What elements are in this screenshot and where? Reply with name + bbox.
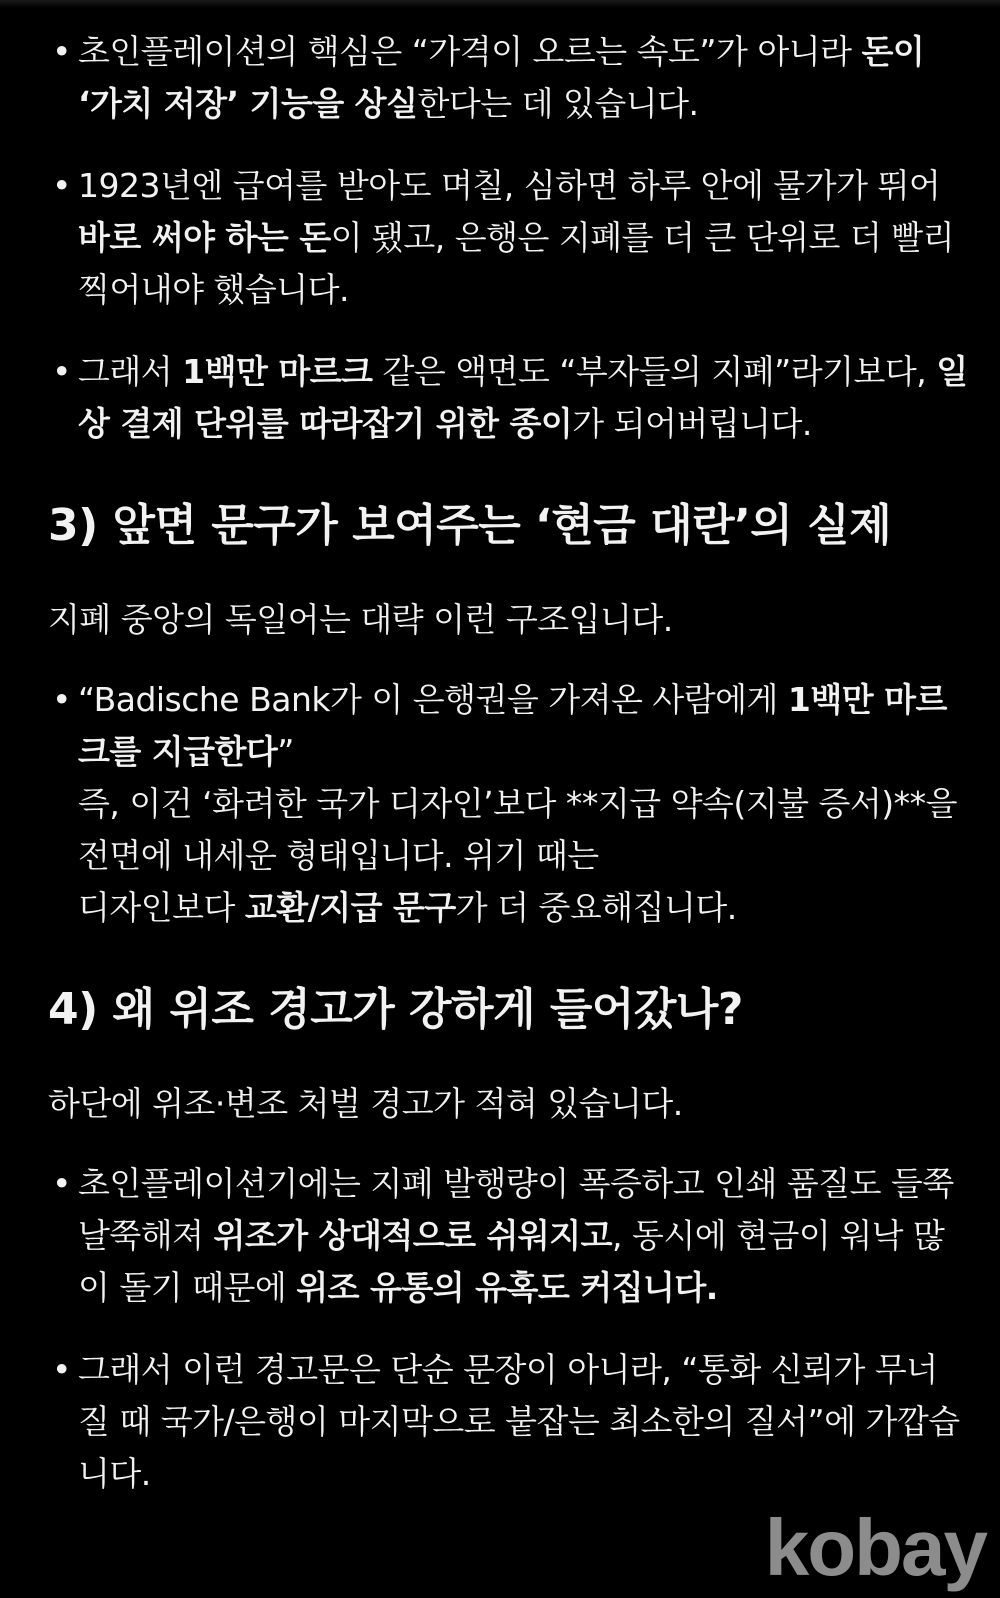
bullet-list-section4 — [48, 1158, 968, 1500]
text-span: 가 되어버립니다. — [572, 404, 812, 443]
article-content — [48, 26, 968, 1530]
text-span: 한다는 데 있습니다. — [417, 84, 699, 123]
bullet-item — [48, 1158, 968, 1314]
text-span: 그래서 이런 경고문은 단순 문장이 아니라, “통화 신뢰가 무너질 때 국가/은행이 마지막으로 붙잡는 최소한의 질서”에 가깝습니다. — [78, 1350, 960, 1493]
bold-text: 위조가 상대적으로 쉬워지고 — [213, 1216, 613, 1255]
bullet-dot-icon: • — [52, 352, 71, 391]
section3-intro: 지폐 중앙의 독일어는 대략 이런 구조입니다. — [48, 600, 673, 639]
top-divider — [0, 0, 1000, 8]
bullet-dot-icon: • — [52, 32, 71, 71]
bullet-dot-icon: • — [52, 1164, 71, 1203]
bullet-item — [48, 160, 968, 316]
text-span: 이 됐고, 은행은 지폐를 더 큰 단위로 더 빨리 찍어내야 했습니다. — [78, 218, 954, 309]
text-span: 가 더 중요해집니다. — [455, 888, 737, 927]
bullet-item — [48, 1344, 968, 1500]
section4-intro: 하단에 위조·변조 처벌 경고가 적혀 있습니다. — [48, 1084, 683, 1123]
text-span: , 동시에 현금이 워낙 많이 돌기 때문에 — [78, 1216, 945, 1307]
bold-text: 1백만 마르크 — [182, 352, 373, 391]
text-span: 초인플레이션기에는 지폐 발행량이 폭증하고 인쇄 품질도 들쭉날쭉해져 — [78, 1164, 954, 1255]
bullet-dot-icon: • — [52, 680, 71, 719]
text-span: ” — [277, 732, 294, 771]
text-span: 디자인보다 — [78, 888, 245, 927]
bold-text: 돈이 ‘가치 저장’ 기능을 상실 — [78, 32, 925, 123]
text-span: 1923년엔 급여를 받아도 며칠, 심하면 하루 안에 물가가 뛰어 — [78, 166, 941, 205]
bold-text: 1백만 마르크를 지급한다 — [78, 680, 947, 771]
bullet-item — [48, 674, 968, 934]
text-span: “Badische Bank가 이 은행권을 가져온 사람에게 — [78, 680, 788, 719]
watermark-logo: kobay — [764, 1503, 986, 1592]
bold-text: 교환/지급 문구 — [244, 888, 456, 927]
bold-text: 바로 써야 하는 돈 — [78, 218, 331, 257]
text-span: 즉, 이건 ‘화려한 국가 디자인’보다 **지급 약속(지불 증서)**을 전면에 내세운 형태입니다. 위기 때는 — [78, 784, 957, 875]
text-span: 초인플레이션의 핵심은 “가격이 오르는 속도”가 아니라 — [78, 32, 862, 71]
bullet-dot-icon: • — [52, 166, 71, 205]
section3-heading: 3) 앞면 문구가 보여주는 ‘현금 대란’의 실제 — [48, 500, 892, 551]
section4-heading: 4) 왜 위조 경고가 강하게 들어갔나? — [48, 984, 743, 1035]
bullet-list-section3 — [48, 674, 968, 934]
bullet-dot-icon: • — [52, 1350, 71, 1389]
text-span: 같은 액면도 “부자들의 지폐”라기보다, — [372, 352, 937, 391]
bullet-item — [48, 26, 968, 130]
bullet-item — [48, 346, 968, 450]
bold-text: 일상 결제 단위를 따라잡기 위한 종이 — [78, 352, 968, 443]
bullet-list-section2 — [48, 26, 968, 450]
bold-text: 위조 유통의 유혹도 커집니다. — [296, 1268, 718, 1307]
text-span: 그래서 — [78, 352, 183, 391]
